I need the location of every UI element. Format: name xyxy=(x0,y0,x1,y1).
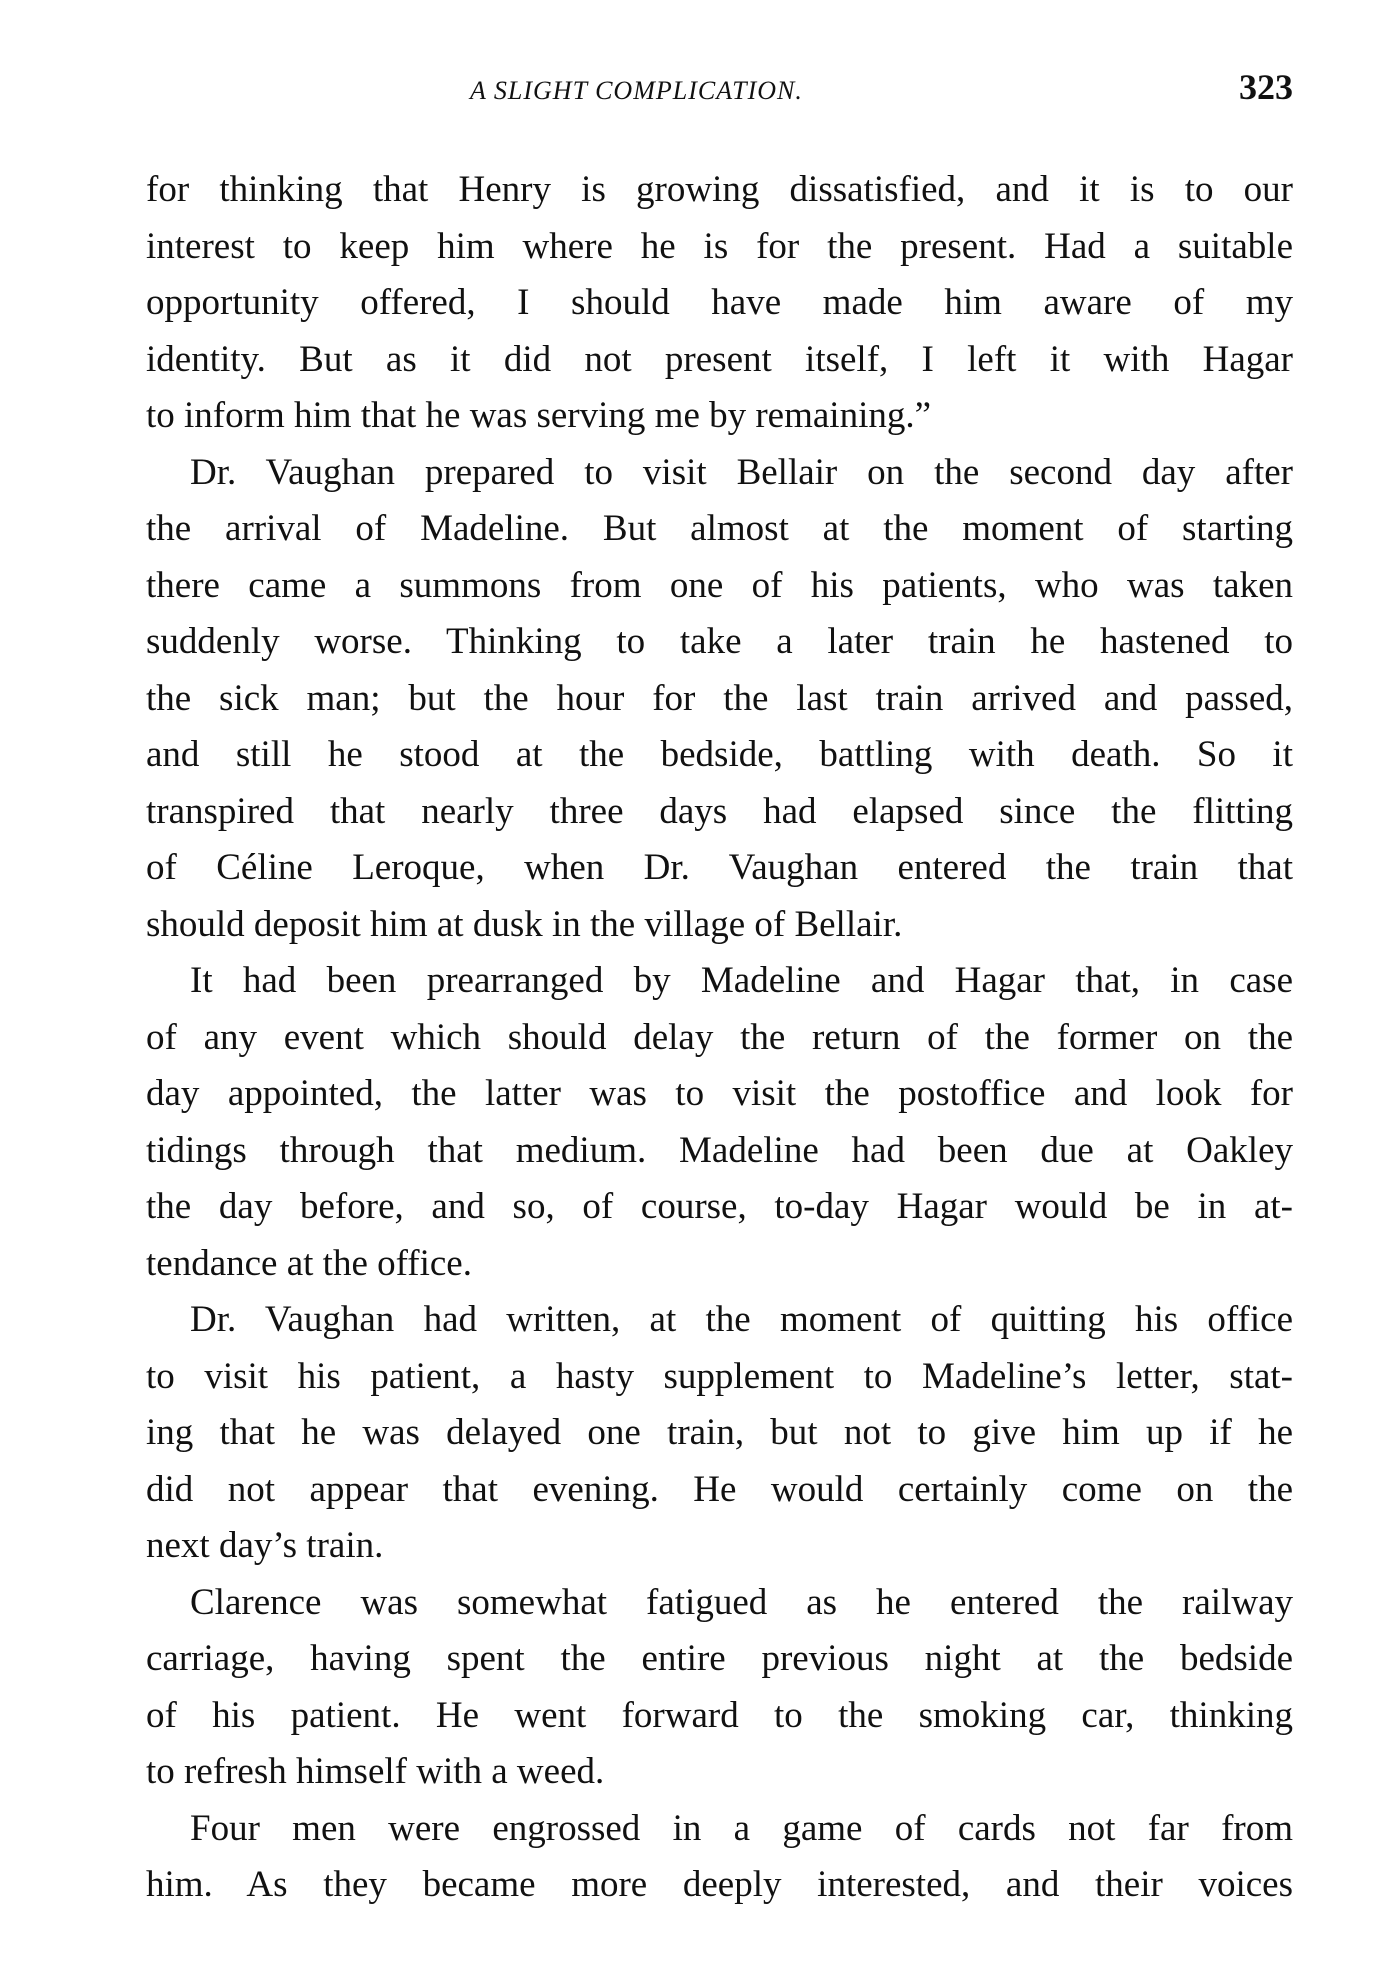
text-line: of his patient. He went forward to the smoking car, thinking xyxy=(146,1694,1293,1736)
text-line: the sick man; but the hour for the last train arrived and passed, xyxy=(146,677,1293,719)
text-line: to visit his patient, a hasty supplement to Madeline’s letter, stat- xyxy=(146,1355,1293,1397)
page-number: 323 xyxy=(1239,67,1293,107)
text-line: to refresh himself with a weed. xyxy=(146,1751,605,1792)
text-line: day appointed, the latter was to visit the postoffice and look for xyxy=(146,1073,1293,1114)
running-title: A SLIGHT COMPLICATION. xyxy=(470,76,803,105)
text-line: interest to keep him where he is for the present. Had a suitable xyxy=(146,225,1293,267)
text-line: suddenly worse. Thinking to take a later train he hastened to xyxy=(146,621,1293,662)
text-line: next day’s train. xyxy=(146,1525,384,1566)
text-line: of Céline Leroque, when Dr. Vaughan entered the train that xyxy=(146,847,1293,888)
text-line: did not appear that evening. He would certainly come on the xyxy=(146,1468,1293,1510)
text-line: identity. But as it did not present itself, I left it with Hagar xyxy=(146,338,1293,380)
text-line: Dr. Vaughan had written, at the moment of quitting his office xyxy=(190,1299,1293,1340)
body-text xyxy=(146,162,1293,1914)
text-line: there came a summons from one of his patients, who was taken xyxy=(146,564,1293,606)
text-line: It had been prearranged by Madeline and Hagar that, in case xyxy=(190,960,1293,1001)
text-line: Four men were engrossed in a game of cards not far from xyxy=(190,1807,1293,1849)
text-line: ing that he was delayed one train, but not to give him up if he xyxy=(146,1412,1293,1453)
running-header xyxy=(0,66,1396,116)
text-line: of any event which should delay the return of the former on the xyxy=(146,1016,1293,1058)
text-line: to inform him that he was serving me by remaining.” xyxy=(146,395,932,436)
text-line: carriage, having spent the entire previous night at the bedside xyxy=(146,1638,1293,1679)
text-line: opportunity offered, I should have made him aware of my xyxy=(146,282,1293,323)
text-line: tidings through that medium. Madeline had been due at Oakley xyxy=(146,1129,1293,1171)
text-line: Clarence was somewhat fatigued as he entered the railway xyxy=(190,1581,1293,1623)
text-line: should deposit him at dusk in the village of Bellair. xyxy=(146,903,903,945)
text-line: tendance at the office. xyxy=(146,1242,472,1284)
text-line: him. As they became more deeply interested, and their voices xyxy=(146,1864,1293,1905)
text-line: the arrival of Madeline. But almost at the moment of starting xyxy=(146,508,1293,549)
text-line: and still he stood at the bedside, battling with death. So it xyxy=(146,734,1293,775)
text-line: the day before, and so, of course, to-day Hagar would be in at- xyxy=(146,1186,1293,1227)
text-line: for thinking that Henry is growing dissatisfied, and it is to our xyxy=(146,169,1293,210)
text-line: Dr. Vaughan prepared to visit Bellair on the second day after xyxy=(190,451,1293,493)
text-line: transpired that nearly three days had elapsed since the flitting xyxy=(146,790,1293,832)
